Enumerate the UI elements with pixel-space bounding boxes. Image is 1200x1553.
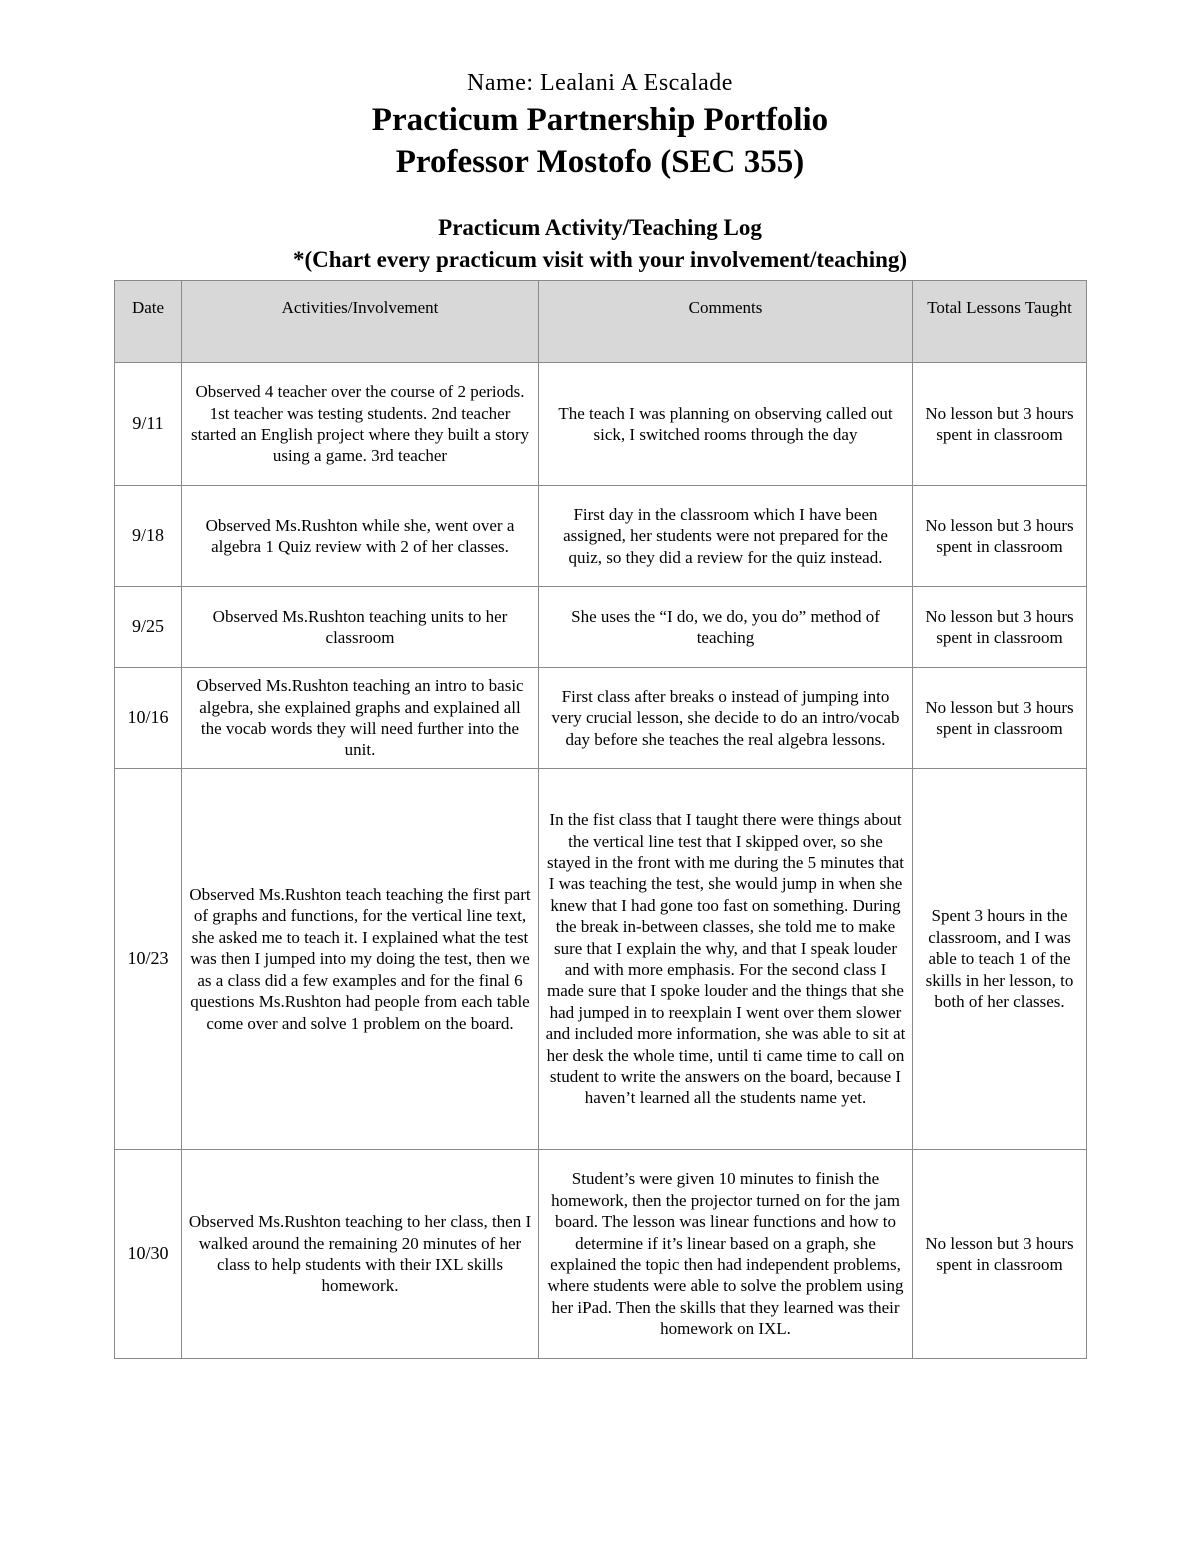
column-header-date: Date <box>115 281 182 363</box>
total-lessons-cell: No lesson but 3 hours spent in classroom <box>913 486 1087 587</box>
date-cell: 10/23 <box>115 769 182 1150</box>
activities-cell: Observed Ms.Rushton teaching to her class, then I walked around the remaining 20 minutes of her class to help students with their IXL skills homework. <box>182 1150 539 1359</box>
table-row <box>115 587 1087 668</box>
total-lessons-cell: No lesson but 3 hours spent in classroom <box>913 363 1087 486</box>
table-row <box>115 668 1087 769</box>
comments-cell: First class after breaks o instead of jumping into very crucial lesson, she decide to do an intro/vocab day before she teaches the real algebra lessons. <box>539 668 913 769</box>
activities-cell: Observed Ms.Rushton while she, went over a algebra 1 Quiz review with 2 of her classes. <box>182 486 539 587</box>
professor-course: Professor Mostofo (SEC 355) <box>395 144 805 180</box>
date-cell: 9/18 <box>115 486 182 587</box>
log-subtitle: *(Chart every practicum visit with your involvement/teaching) <box>292 247 908 272</box>
student-name: Name: Lealani A Escalade <box>467 70 733 96</box>
comments-cell: The teach I was planning on observing called out sick, I switched rooms through the day <box>539 363 913 486</box>
total-lessons-cell: No lesson but 3 hours spent in classroom <box>913 1150 1087 1359</box>
total-lessons-cell: No lesson but 3 hours spent in classroom <box>913 587 1087 668</box>
comments-cell: First day in the classroom which I have been assigned, her students were not prepared for the quiz, so they did a review for the quiz instead. <box>539 486 913 587</box>
comments-cell: Student’s were given 10 minutes to finish the homework, then the projector turned on for the jam board. The lesson was linear functions and how to determine if it’s linear based on a graph, she explained the topic then had independent problems, where students were able to solve the problem using her iPad. Then the skills that they learned was their homework on IXL. <box>539 1150 913 1359</box>
column-header-activities: Activities/Involvement <box>182 281 539 363</box>
total-lessons-cell: Spent 3 hours in the classroom, and I was able to teach 1 of the skills in her lesson, to both of her classes. <box>913 769 1087 1150</box>
column-header-comments: Comments <box>539 281 913 363</box>
table-row <box>115 363 1087 486</box>
activities-cell: Observed Ms.Rushton teach teaching the first part of graphs and functions, for the vertical line text, she asked me to teach it. I explained what the test was then I jumped into my doing the test, then we as a class did a few examples and for the final 6 questions Ms.Rushton had people from each table come over and solve 1 problem on the board. <box>182 769 539 1150</box>
table-row <box>115 1150 1087 1359</box>
total-lessons-cell: No lesson but 3 hours spent in classroom <box>913 668 1087 769</box>
activities-cell: Observed 4 teacher over the course of 2 periods. 1st teacher was testing students. 2nd teacher started an English project where they built a story using a game. 3rd teacher <box>182 363 539 486</box>
log-title: Practicum Activity/Teaching Log <box>438 215 762 240</box>
teaching-log-table <box>114 280 1087 1359</box>
activities-cell: Observed Ms.Rushton teaching units to her classroom <box>182 587 539 668</box>
date-cell: 10/30 <box>115 1150 182 1359</box>
date-cell: 10/16 <box>115 668 182 769</box>
comments-cell: She uses the “I do, we do, you do” method of teaching <box>539 587 913 668</box>
date-cell: 9/11 <box>115 363 182 486</box>
comments-cell: In the fist class that I taught there were things about the vertical line test that I skipped over, so she stayed in the front with me during the 5 minutes that I was teaching the test, she would jump in when she knew that I had gone too fast on something. During the break in-between classes, she told me to make sure that I explain the why, and that I speak louder and with more emphasis. For the second class I made sure that I spoke louder and the things that she had jumped in to reexplain I went over them slower and included more information, she was able to sit at her desk the whole time, until ti came time to call on student to write the answers on the board, because I haven’t learned all the students name yet. <box>539 769 913 1150</box>
table-row <box>115 769 1087 1150</box>
activities-cell: Observed Ms.Rushton teaching an intro to basic algebra, she explained graphs and explained all the vocab words they will need further into the unit. <box>182 668 539 769</box>
table-row <box>115 486 1087 587</box>
date-cell: 9/25 <box>115 587 182 668</box>
column-header-total-lessons: Total Lessons Taught <box>913 281 1087 363</box>
portfolio-title: Practicum Partnership Portfolio <box>371 102 829 138</box>
table-header-row <box>115 281 1087 363</box>
